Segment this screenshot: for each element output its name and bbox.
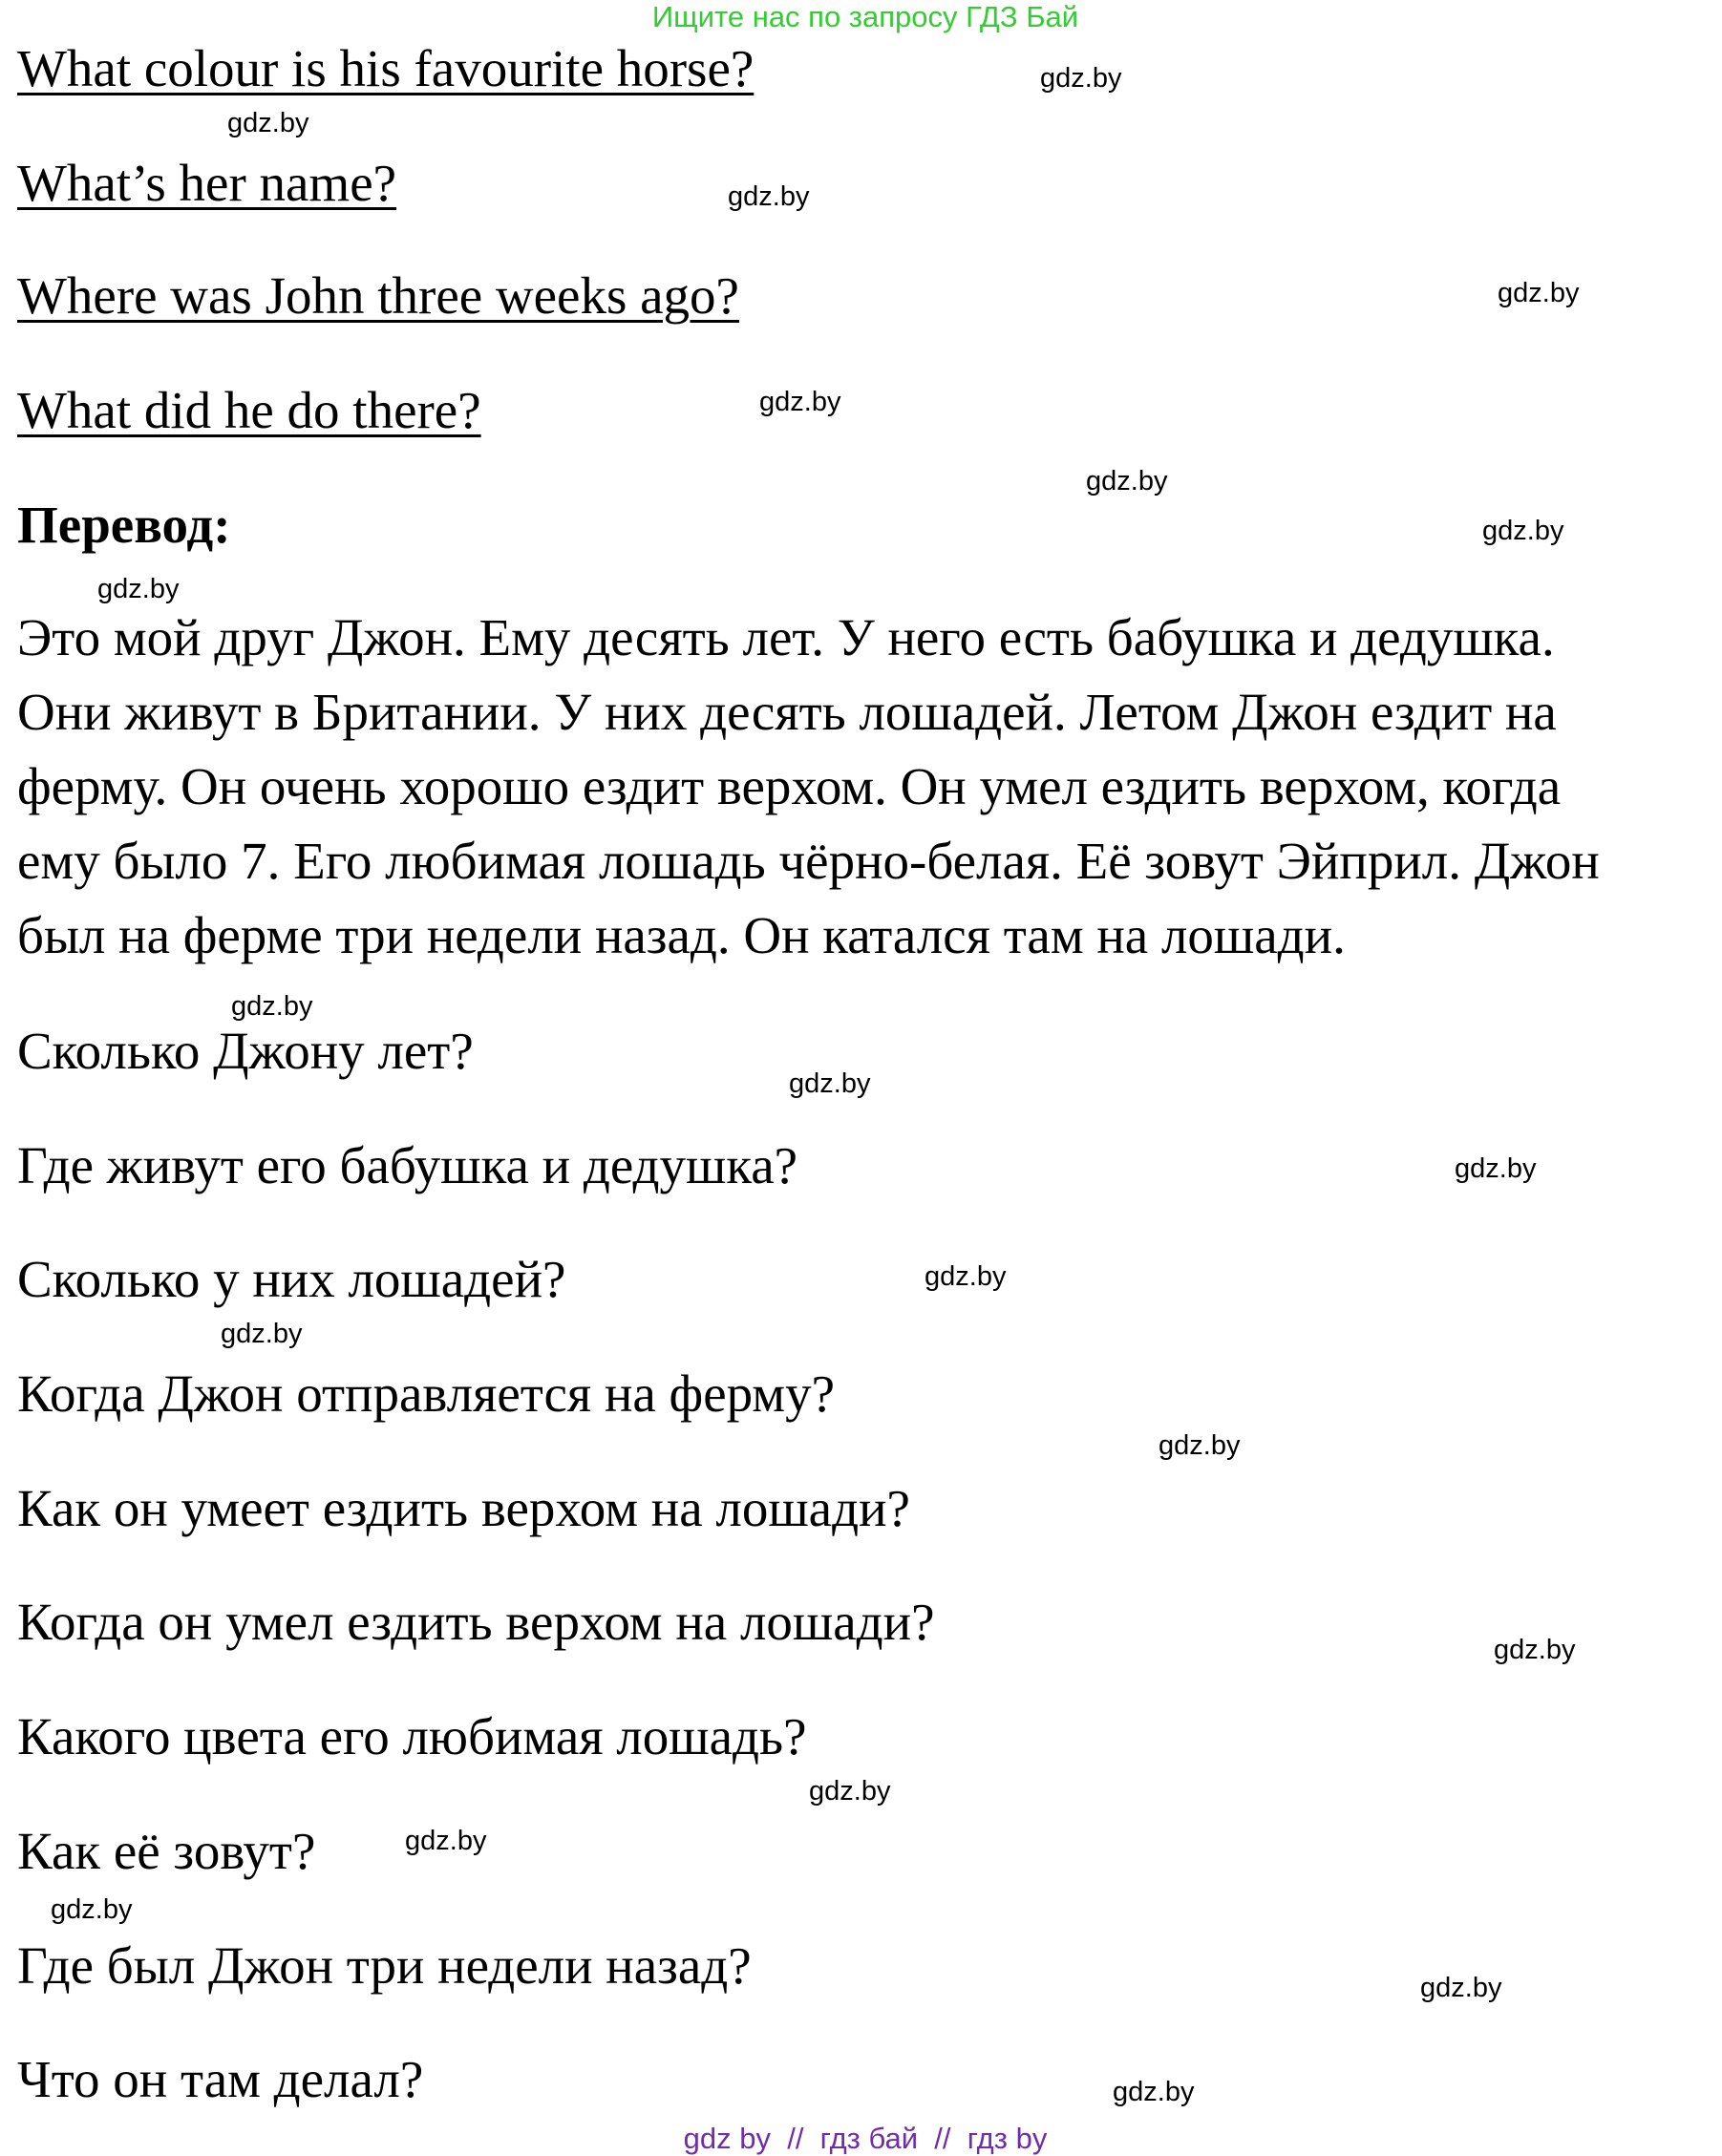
watermark: gdz.by: [1040, 63, 1122, 94]
search-banner: Ищите нас по запросу ГДЗ Бай: [651, 0, 1079, 33]
watermark: gdz.by: [231, 991, 313, 1022]
translation-line: ему было 7. Его любимая лошадь чёрно-белая. Её зовут Эйприл. Джон: [17, 832, 1600, 890]
question-ru: Как он умеет ездить верхом на лошади?: [17, 1479, 910, 1537]
question-ru: Сколько Джону лет?: [17, 1022, 474, 1080]
question-ru: Где был Джон три недели назад?: [17, 1936, 752, 1995]
translation-line: был на ферме три недели назад. Он катался там на лошади.: [17, 906, 1346, 964]
watermark: gdz.by: [97, 574, 180, 604]
watermark: gdz.by: [1159, 1430, 1241, 1461]
watermark: gdz.by: [405, 1826, 487, 1856]
watermark: gdz.by: [1494, 1635, 1576, 1665]
question-en: Where was John three weeks ago?: [17, 266, 739, 325]
question-en: What colour is his favourite horse?: [17, 39, 755, 97]
translation-heading: Перевод:: [17, 496, 231, 554]
watermark: gdz.by: [1113, 2077, 1195, 2107]
watermark: gdz.by: [925, 1261, 1007, 1292]
question-ru: Как её зовут?: [17, 1822, 316, 1880]
translation-line: Они живут в Британии. У них десять лошадей. Летом Джон ездит на: [17, 683, 1557, 741]
watermark: gdz.by: [728, 181, 810, 212]
question-en: What’s her name?: [17, 154, 397, 212]
watermark: gdz.by: [1482, 516, 1564, 546]
question-ru: Сколько у них лошадей?: [17, 1250, 566, 1308]
watermark: gdz.by: [759, 387, 841, 417]
question-ru: Когда Джон отправляется на ферму?: [17, 1364, 835, 1423]
watermark: gdz.by: [227, 108, 309, 138]
watermark: gdz.by: [1455, 1153, 1537, 1184]
question-ru: Где живут его бабушка и дедушка?: [17, 1136, 798, 1194]
watermark: gdz.by: [809, 1776, 891, 1807]
translation-line: Это мой друг Джон. Ему десять лет. У него есть бабушка и дедушка.: [17, 608, 1555, 666]
translation-line: ферму. Он очень хорошо ездит верхом. Он умел ездить верхом, когда: [17, 757, 1562, 815]
watermark: gdz.by: [221, 1319, 303, 1349]
watermark: gdz.by: [1086, 466, 1168, 497]
watermark: gdz.by: [789, 1068, 871, 1099]
question-ru: Какого цвета его любимая лошадь?: [17, 1707, 807, 1765]
question-ru: Когда он умел ездить верхом на лошади?: [17, 1593, 935, 1651]
footer-links[interactable]: gdz by // гдз бай // гдз by: [683, 2122, 1048, 2155]
question-ru: Что он там делал?: [17, 2050, 424, 2108]
watermark: gdz.by: [1498, 278, 1580, 308]
question-en: What did he do there?: [17, 381, 481, 439]
watermark: gdz.by: [1420, 1973, 1502, 2003]
watermark: gdz.by: [51, 1894, 133, 1925]
